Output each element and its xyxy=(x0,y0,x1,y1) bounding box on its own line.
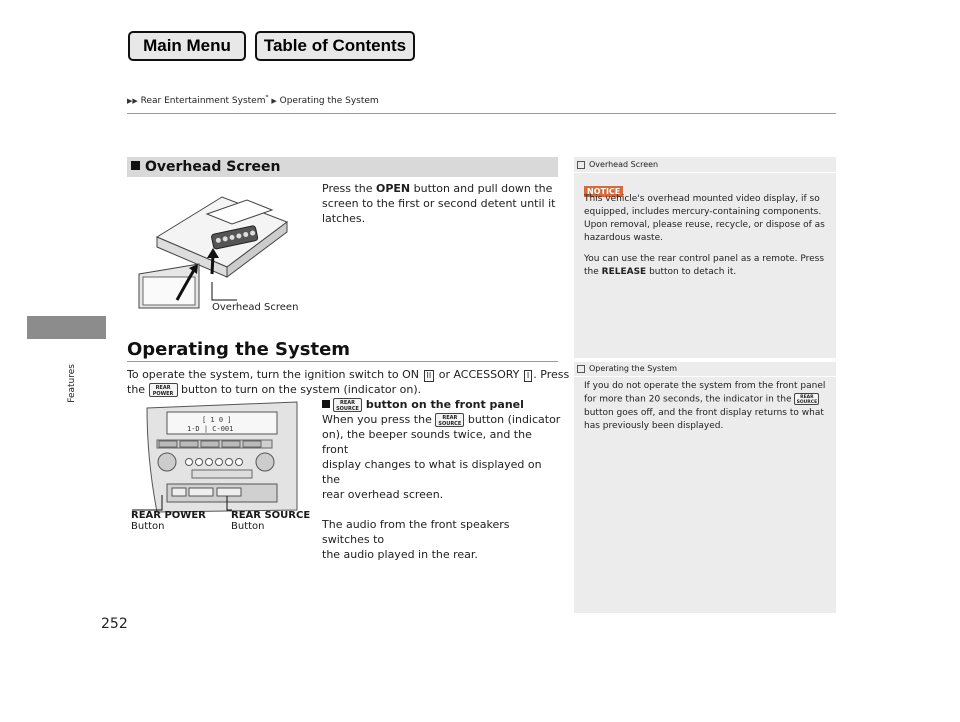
rear-source-button-icon: REAR SOURCE xyxy=(435,413,464,427)
note-rule xyxy=(574,376,836,377)
operating-note-title: Operating the System xyxy=(577,364,677,373)
breadcrumb xyxy=(127,94,379,106)
notes-divider xyxy=(574,358,836,362)
chapter-label: Features xyxy=(67,364,77,403)
operating-system-heading: Operating the System xyxy=(127,339,351,360)
page-number: 252 xyxy=(101,616,128,632)
chapter-tab xyxy=(27,316,106,339)
breadcrumb-arrow-icon: ▶▶ xyxy=(127,97,138,105)
rear-source-label: REAR SOURCE Button xyxy=(231,510,311,532)
breadcrumb-star: * xyxy=(265,94,269,101)
rear-source-button-icon: REAR SOURCE xyxy=(333,398,362,412)
operating-note-body: If you do not operate the system from the front panel for more than 20 seconds, the indicator in the REAR SOURCE button goes off, and the front display returns to what has previously been displayed. xyxy=(584,381,826,431)
ignition-accessory-key-icon: I xyxy=(524,370,532,382)
note-rule xyxy=(574,172,836,173)
overhead-note-body: This vehicle's overhead mounted video display, if so equipped, includes mercury-containing components. Upon removal, please reuse, recycle, or dispose of as hazardous waste. You can use the rear control panel as a remote. Press the RELEASE button to detach it. xyxy=(584,194,825,277)
overhead-screen-illustration xyxy=(127,182,302,319)
header-divider xyxy=(127,113,836,114)
svg-text:1-D | C-001: 1-D | C-001 xyxy=(187,425,234,433)
rear-power-button-icon: REAR POWER xyxy=(149,383,178,397)
overhead-note-title: Overhead Screen xyxy=(577,160,658,169)
operating-intro: To operate the system, turn the ignition switch to ON II or ACCESSORY I . Press the REAR POWER button to turn on the system (indicator on). xyxy=(127,368,570,397)
note-square-icon xyxy=(577,365,585,373)
rear-source-subsection: REAR SOURCE button on the front panel When you press the REAR SOURCE button (indicator on), the beeper sounds twice, and the front display changes to what is displayed on the rear overhead screen. The audio from the front speakers switches to the audio played in the rear. xyxy=(322,398,561,561)
breadcrumb-link-rear-entertainment[interactable]: Rear Entertainment System xyxy=(140,96,266,106)
section-square-icon xyxy=(131,161,140,170)
subsection-square-icon xyxy=(322,400,330,408)
overhead-instructions: Press the OPEN button and pull down the screen to the first or second detent until it latches. xyxy=(322,182,556,225)
ignition-on-key-icon: II xyxy=(424,370,435,382)
note-square-icon xyxy=(577,161,585,169)
overhead-screen-heading: Overhead Screen xyxy=(127,157,558,177)
breadcrumb-current: Operating the System xyxy=(279,96,379,106)
main-menu-button[interactable]: Main Menu xyxy=(128,31,246,61)
breadcrumb-arrow-icon: ▶ xyxy=(271,97,277,105)
section-divider xyxy=(127,361,558,362)
table-of-contents-button[interactable]: Table of Contents xyxy=(255,31,415,61)
rear-power-label: REAR POWER Button xyxy=(131,510,206,532)
rear-source-button-icon: REAR SOURCE xyxy=(794,393,819,405)
overhead-screen-label: Overhead Screen xyxy=(212,302,299,313)
notice-badge: NOTICE xyxy=(584,179,623,198)
svg-text:[ 1 0 ]: [ 1 0 ] xyxy=(202,416,232,424)
